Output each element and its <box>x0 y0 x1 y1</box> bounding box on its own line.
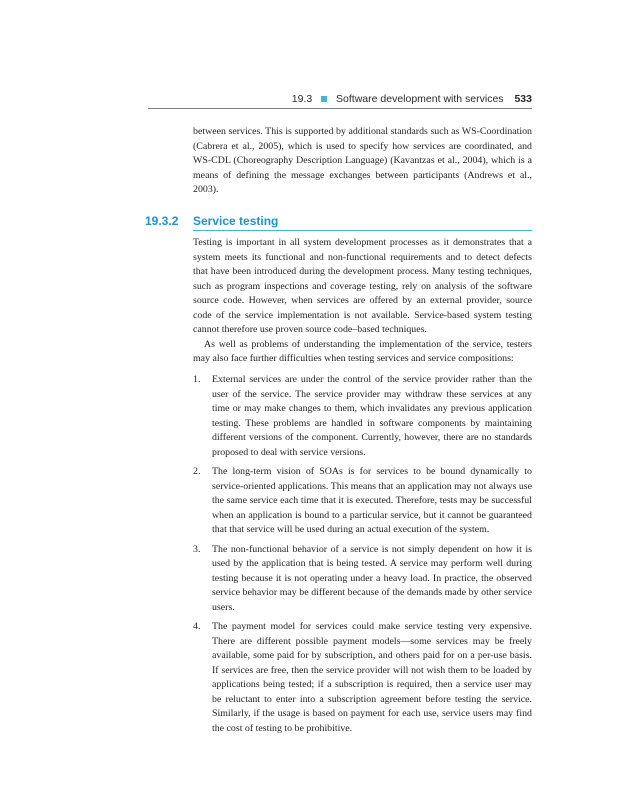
header-divider <box>148 108 532 109</box>
section-heading-rule <box>193 230 532 231</box>
body-paragraph-1: Testing is important in all system development processes as it demonstrates that a system meets its functional and non-functional requirements and to detect defects that have been introduced during the development process. Many testing techniques, such as program inspections and coverage testing, rely on analysis of the software source code. However, when services are offered by an external provider, source code of the service implementation is not available. Service-based system testing cannot therefore use proven source code–based techniques. <box>193 237 532 335</box>
list-item-number: 3. <box>193 543 201 555</box>
body-paragraphs <box>193 236 532 367</box>
square-icon <box>321 96 327 102</box>
intro-paragraph: between services. This is supported by additional standards such as WS-Coordination (Cabrera et al., 2005), which is used to specify how services are coordinated, and WS-CDL (Choreography Description Language) (Kavantzas et al., 2004), which is a means of defining the message exchanges between participants (Andrews et al., 2003). <box>193 126 532 195</box>
list-item-number: 4. <box>193 621 201 632</box>
list-item-text: External services are under the control of the service provider rather than the user of the service. The service provider may withdraw these services at any time or may make changes to them, which invalidates any previous application testing. These problems are handled in software components by maintaining different versions of the component. Currently, however, there are no standards proposed to deal with service versions. <box>212 374 532 458</box>
running-header <box>148 93 532 109</box>
page-number: 533 <box>514 93 532 105</box>
list-item-number: 1. <box>193 374 201 385</box>
section-title: Service testing <box>193 214 279 228</box>
list-item-text: The payment model for services could make service testing very expensive. There are different possible payment models—some services may be freely available, some paid for by subscription, and others paid for on a per-use basis. If services are free, then the service provider will not wish them to be loaded by applications being tested; if a subscription is required, then a service user may be reluctant to enter into a subscription agreement before testing the service. Similarly, if the usage is based on payment for each use, service users may find the cost of testing to be prohibitive. <box>212 621 532 734</box>
list-item <box>193 620 532 736</box>
header-row <box>292 93 532 105</box>
list-item-text: The non-functional behavior of a service is not simply dependent on how it is used by the application that is being tested. A service may perform well during testing because it is not operating under a heavy load. In practice, the observed service behavior may be different because of the demands made by other service users. <box>212 543 532 613</box>
difficulty-list <box>193 373 532 741</box>
header-section-number: 19.3 <box>291 93 313 105</box>
section-heading <box>145 214 532 232</box>
list-item <box>193 543 532 616</box>
header-title: Software development with services <box>336 93 504 105</box>
list-item <box>193 465 532 538</box>
list-item-number: 2. <box>193 466 201 477</box>
intro-paragraph-block <box>193 125 532 198</box>
section-number: 19.3.2 <box>145 214 179 228</box>
list-item-text: The long-term vision of SOAs is for services to be bound dynamically to service-oriented applications. This means that an application may not always use the same service each time that it is executed. Therefore, tests may be successful when an application is bound to a particular service, but it cannot be guaranteed that that service will be used during an actual execution of the system. <box>212 466 532 535</box>
body-paragraph-2: As well as problems of understanding the implementation of the service, testers may also face further difficulties when testing services and service compositions: <box>193 338 532 364</box>
list-item <box>193 373 532 460</box>
